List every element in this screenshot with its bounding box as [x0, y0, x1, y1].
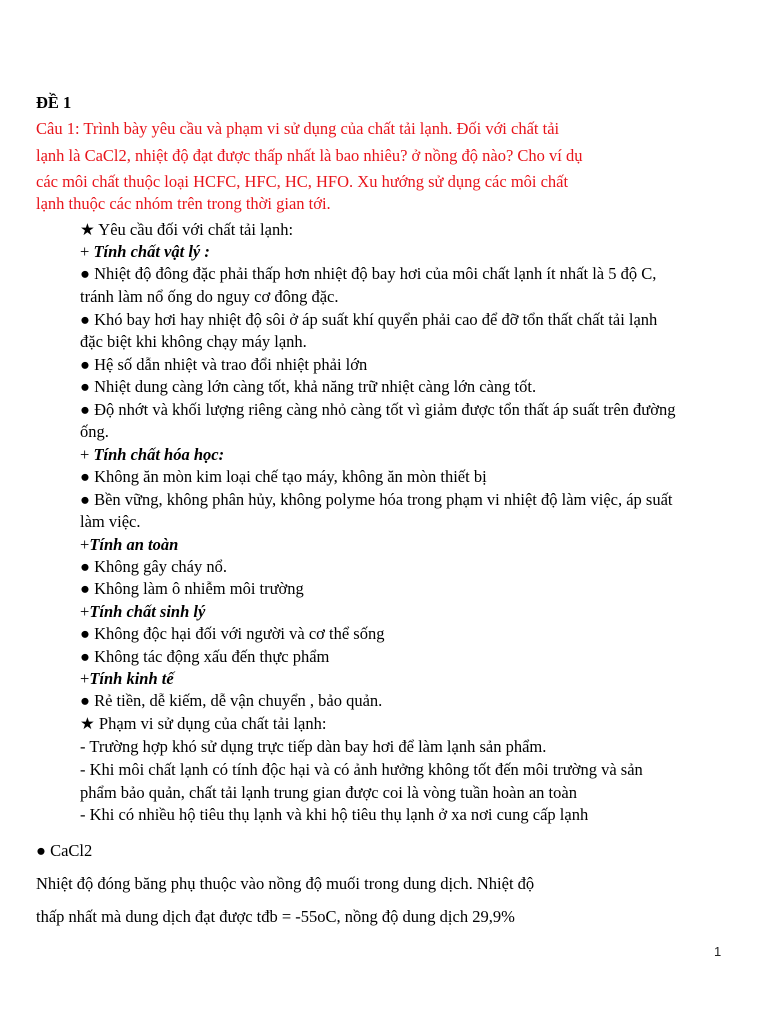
economic-heading [80, 669, 174, 689]
physical-properties-heading [80, 242, 210, 262]
heading-text: Tính chất hóa học: [93, 445, 225, 464]
list-item: ● Không tác động xấu đến thực phẩm [80, 647, 330, 666]
page-number: 1 [714, 944, 722, 959]
list-item: - Khi môi chất lạnh có tính độc hại và có ảnh hưởng không tốt đến môi trường và sản [80, 760, 643, 779]
chemical-properties-heading [80, 445, 224, 465]
list-item: ● Nhiệt dung càng lớn càng tốt, khả năng trữ nhiệt càng lớn càng tốt. [80, 377, 537, 396]
list-item: ● Không ăn mòn kim loại chế tạo máy, không ăn mòn thiết bị [80, 467, 487, 486]
question-line-2: lạnh là CaCl2, nhiệt độ đạt được thấp nhất là bao nhiêu? ở nồng độ nào? Cho ví dụ [36, 146, 583, 165]
heading-text: Tính chất vật lý : [93, 242, 210, 261]
physiological-heading [80, 602, 205, 622]
heading-prefix: + [80, 535, 90, 554]
heading-prefix: + [80, 669, 90, 688]
list-item: ● Nhiệt độ đông đặc phải thấp hơn nhiệt độ bay hơi của môi chất lạnh ít nhất là 5 độ C, [80, 264, 657, 283]
heading-prefix: + [80, 242, 94, 261]
question-line-4: lạnh thuộc các nhóm trên trong thời gian tới. [36, 194, 331, 213]
list-item: tránh làm nổ ống do nguy cơ đông đặc. [80, 287, 339, 306]
question-line-1: Câu 1: Trình bày yêu cầu và phạm vi sử dụng của chất tải lạnh. Đối với chất tải [36, 119, 560, 138]
list-item: ● Rẻ tiền, dễ kiếm, dễ vận chuyển , bảo quản. [80, 691, 383, 710]
list-item: làm việc. [80, 512, 141, 531]
requirements-heading: ★ Yêu cầu đối với chất tải lạnh: [80, 220, 294, 239]
list-item: đặc biệt khi không chạy máy lạnh. [80, 332, 307, 351]
list-item: phẩm bảo quản, chất tải lạnh trung gian được coi là vòng tuần hoàn an toàn [80, 783, 577, 802]
question-line-3: các môi chất thuộc loại HCFC, HFC, HC, HFO. Xu hướng sử dụng các môi chất [36, 172, 569, 191]
list-item: ● Bền vững, không phân hủy, không polyme hóa trong phạm vi nhiệt độ làm việc, áp suất [80, 490, 673, 509]
list-item: - Trường hợp khó sử dụng trực tiếp dàn bay hơi để làm lạnh sản phẩm. [80, 737, 547, 756]
list-item: ● Không làm ô nhiễm môi trường [80, 579, 304, 598]
heading-prefix: + [80, 445, 94, 464]
heading-text: Tính kinh tế [89, 669, 174, 688]
list-item: - Khi có nhiều hộ tiêu thụ lạnh và khi hộ tiêu thụ lạnh ở xa nơi cung cấp lạnh [80, 805, 589, 824]
list-item: ● Khó bay hơi hay nhiệt độ sôi ở áp suất khí quyển phải cao để đỡ tổn thất chất tải lạnh [80, 310, 658, 329]
heading-text: Tính an toàn [89, 535, 179, 554]
cacl2-text-line-2: thấp nhất mà dung dịch đạt được tđb = -55oC, nồng độ dung dịch 29,9% [36, 907, 515, 926]
heading-prefix: + [80, 602, 90, 621]
heading-text: Tính chất sinh lý [89, 602, 206, 621]
safety-heading [80, 535, 178, 555]
cacl2-text-line-1: Nhiệt độ đóng băng phụ thuộc vào nồng độ muối trong dung dịch. Nhiệt độ [36, 874, 535, 893]
list-item: ● Không gây cháy nổ. [80, 557, 227, 576]
list-item: ống. [80, 422, 109, 441]
exam-title: ĐỀ 1 [36, 93, 72, 112]
scope-heading: ★ Phạm vi sử dụng của chất tải lạnh: [80, 714, 327, 733]
list-item: ● Không độc hại đối với người và cơ thể sống [80, 624, 385, 643]
cacl2-heading: ● CaCl2 [36, 841, 93, 860]
list-item: ● Độ nhớt và khối lượng riêng càng nhỏ càng tốt vì giảm được tổn thất áp suất trên đường [80, 400, 676, 419]
list-item: ● Hệ số dẫn nhiệt và trao đổi nhiệt phải lớn [80, 355, 368, 374]
